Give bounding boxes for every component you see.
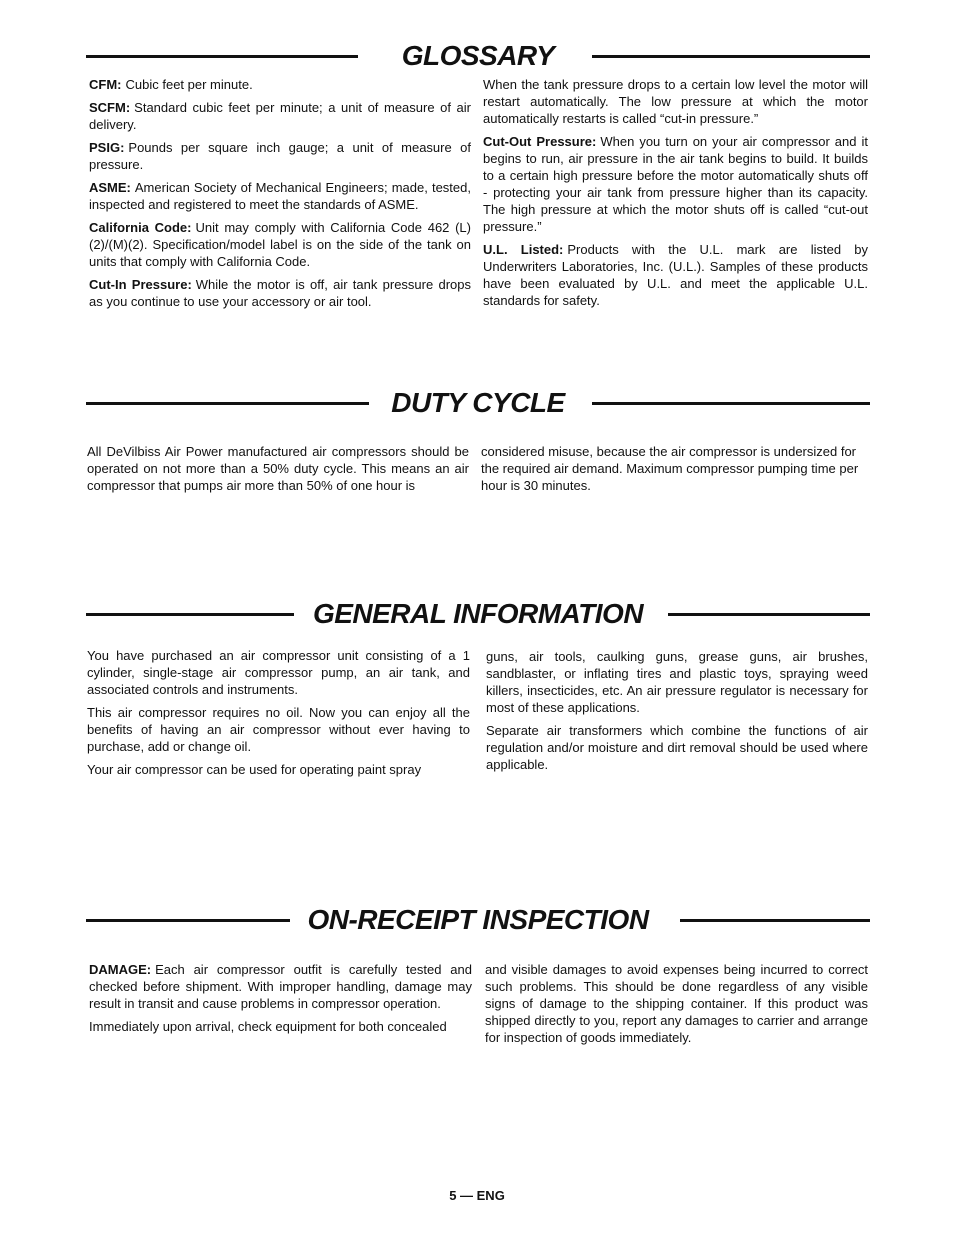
paragraph: All DeVilbiss Air Power manufactured air compressors should be operated on not more than a 50% duty cycle. This means an air compressor that pumps air more than 50% of one hour is <box>87 444 469 493</box>
inspection-left-column <box>89 961 472 1041</box>
entry-text: Standard cubic feet per minute; a unit of measure of air delivery. <box>89 100 471 132</box>
duty-cycle-left-column <box>87 443 469 500</box>
paragraph: This air compressor requires no oil. Now you can enjoy all the benefits of having an air compressor without ever having to purchase, add or change oil. <box>87 705 470 754</box>
entry-term: Cut-Out Pressure: <box>483 134 597 149</box>
inspection-right-column <box>485 961 868 1052</box>
entry-text: Products with the U.L. mark are listed by Underwriters Laboratories, Inc. (U.L.). Samples of these products have been evaluated by U.L. and meet the applicable U.L. standards for safety. <box>483 242 869 308</box>
glossary-right-column <box>483 76 868 315</box>
section-title: ON-RECEIPT INSPECTION <box>86 900 870 940</box>
paragraph: Separate air transformers which combine the functions of air regulation and/or moisture and dirt removal should be used where applicable. <box>486 723 868 772</box>
paragraph: considered misuse, because the air compressor is undersized for the required air demand. Maximum compressor pumping time per hour is 30 minutes. <box>481 444 859 493</box>
entry-text: Each air compressor outfit is carefully tested and checked before shipment. With improper handling, damage may result in transit and cause problems in compressor operation. <box>89 962 472 1011</box>
entry-text: Unit may comply with California Code 462 (L)(2)/(M)(2). Specification/model label is on the side of the tank on units that comply with California Code. <box>89 220 471 269</box>
entry-term: California Code: <box>89 220 192 235</box>
section-title: GENERAL INFORMATION <box>86 594 870 634</box>
glossary-entry <box>483 76 868 127</box>
general-info-right-column <box>486 648 868 779</box>
entry-text: When you turn on your air compressor and it begins to run, air pressure in the air tank begins to build. It builds to a certain high pressure before the motor automatically shuts off - protecting your air tank from pressure higher than its capacity. The high pressure at which the motor shuts off is called “cut-out pressure.” <box>483 134 868 234</box>
glossary-entry <box>89 276 471 310</box>
entry-text: and visible damages to avoid expenses being incurred to correct such problems. This should be done regardless of any visible signs of damage to the shipping container. If this product was shipped directly to you, report any damages to carrier and arrange for inspection of goods immediately. <box>485 962 868 1045</box>
glossary-entry <box>89 1018 472 1035</box>
entry-text: Pounds per square inch gauge; a unit of measure of pressure. <box>89 140 471 172</box>
section-title: DUTY CYCLE <box>86 383 870 423</box>
entry-text: While the motor is off, air tank pressure drops as you continue to use your accessory or air tool. <box>89 277 471 309</box>
entry-text: Immediately upon arrival, check equipment for both concealed <box>89 1019 447 1034</box>
entry-term: U.L. Listed: <box>483 242 564 257</box>
glossary-entry <box>485 961 868 1046</box>
duty-cycle-right-column <box>481 443 865 500</box>
entry-term: ASME: <box>89 180 131 195</box>
glossary-entry <box>483 133 868 235</box>
entry-text: American Society of Mechanical Engineers; made, tested, inspected and registered to meet the standards of ASME. <box>89 180 471 212</box>
duty-cycle-header <box>86 383 870 423</box>
section-title: GLOSSARY <box>86 36 870 76</box>
glossary-entry <box>89 139 471 173</box>
paragraph: You have purchased an air compressor unit consisting of a 1 cylinder, single-stage air compressor pump, an air tank, and associated controls and instruments. <box>87 648 470 697</box>
glossary-entry <box>89 961 472 1012</box>
entry-term: Cut-In Pressure: <box>89 277 192 292</box>
glossary-entry <box>89 99 471 133</box>
glossary-header <box>86 36 870 76</box>
entry-term: PSIG: <box>89 140 125 155</box>
paragraph: Your air compressor can be used for operating paint spray <box>87 762 422 777</box>
entry-term: CFM: <box>89 77 122 92</box>
on-receipt-inspection-header <box>86 900 870 940</box>
glossary-left-column <box>89 76 471 316</box>
entry-text: When the tank pressure drops to a certain low level the motor will restart automatically. The low pressure at which the motor automatically restarts is called “cut-in pressure.” <box>483 77 868 126</box>
glossary-entry <box>483 241 868 309</box>
general-info-left-column <box>87 647 470 784</box>
general-information-header <box>86 594 870 634</box>
entry-term: SCFM: <box>89 100 131 115</box>
paragraph: guns, air tools, caulking guns, grease guns, air brushes, sandblaster, or inflating tires and plastic toys, spraying weed killers, insecticides, etc. An air pressure regulator is necessary for most of these applications. <box>486 649 868 715</box>
entry-term: DAMAGE: <box>89 962 152 977</box>
glossary-entry <box>89 179 471 213</box>
glossary-entry <box>89 76 471 93</box>
glossary-entry <box>89 219 471 270</box>
page-number: 5 — ENG <box>449 1188 505 1203</box>
entry-text: Cubic feet per minute. <box>125 77 253 92</box>
